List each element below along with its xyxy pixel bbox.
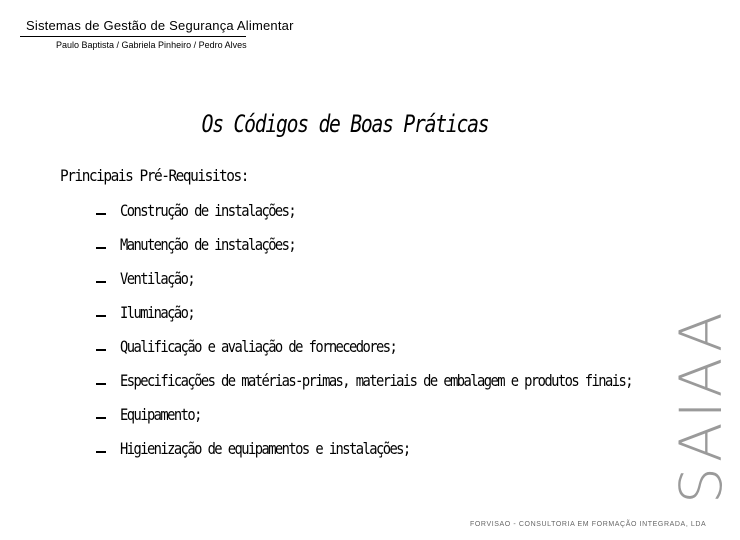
- header-divider: [20, 36, 246, 37]
- list-item: [96, 302, 656, 323]
- list-item: [96, 200, 656, 221]
- brand-logo: SAIAA: [667, 308, 735, 504]
- list-item: [96, 336, 656, 357]
- list-item-text: Higienização de equipamentos e instalações;: [120, 439, 410, 458]
- dash-bullet-icon: [96, 417, 106, 419]
- dash-bullet-icon: [96, 247, 106, 249]
- list-item-text: Iluminação;: [120, 303, 195, 322]
- slide-title: Os Códigos de Boas Práticas: [201, 110, 489, 138]
- list-item: [96, 370, 656, 391]
- dash-bullet-icon: [96, 213, 106, 215]
- list-item-text: Especificações de matérias-primas, materiais de embalagem e produtos finais;: [120, 371, 632, 390]
- list-item: [96, 404, 656, 425]
- list-item-text: Equipamento;: [120, 405, 201, 424]
- list-item-text: Qualificação e avaliação de fornecedores;: [120, 337, 397, 356]
- list-item-text: Construção de instalações;: [120, 201, 296, 220]
- slide-subtitle: Principais Pré-Requisitos:: [60, 166, 248, 185]
- list-item-text: Ventilação;: [120, 269, 195, 288]
- list-item: [96, 438, 656, 459]
- dash-bullet-icon: [96, 281, 106, 283]
- footer-text: FORVISAO - CONSULTORIA EM FORMAÇÃO INTEGRADA, LDA: [470, 521, 707, 528]
- list-item: [96, 268, 656, 289]
- dash-bullet-icon: [96, 315, 106, 317]
- dash-bullet-icon: [96, 451, 106, 453]
- header-authors: Paulo Baptista / Gabriela Pinheiro / Pedro Alves: [56, 40, 247, 50]
- prerequisites-list: [96, 200, 656, 459]
- list-item-text: Manutenção de instalações;: [120, 235, 296, 254]
- dash-bullet-icon: [96, 349, 106, 351]
- dash-bullet-icon: [96, 383, 106, 385]
- header-title: Sistemas de Gestão de Segurança Alimentar: [26, 18, 294, 33]
- list-item: [96, 234, 656, 255]
